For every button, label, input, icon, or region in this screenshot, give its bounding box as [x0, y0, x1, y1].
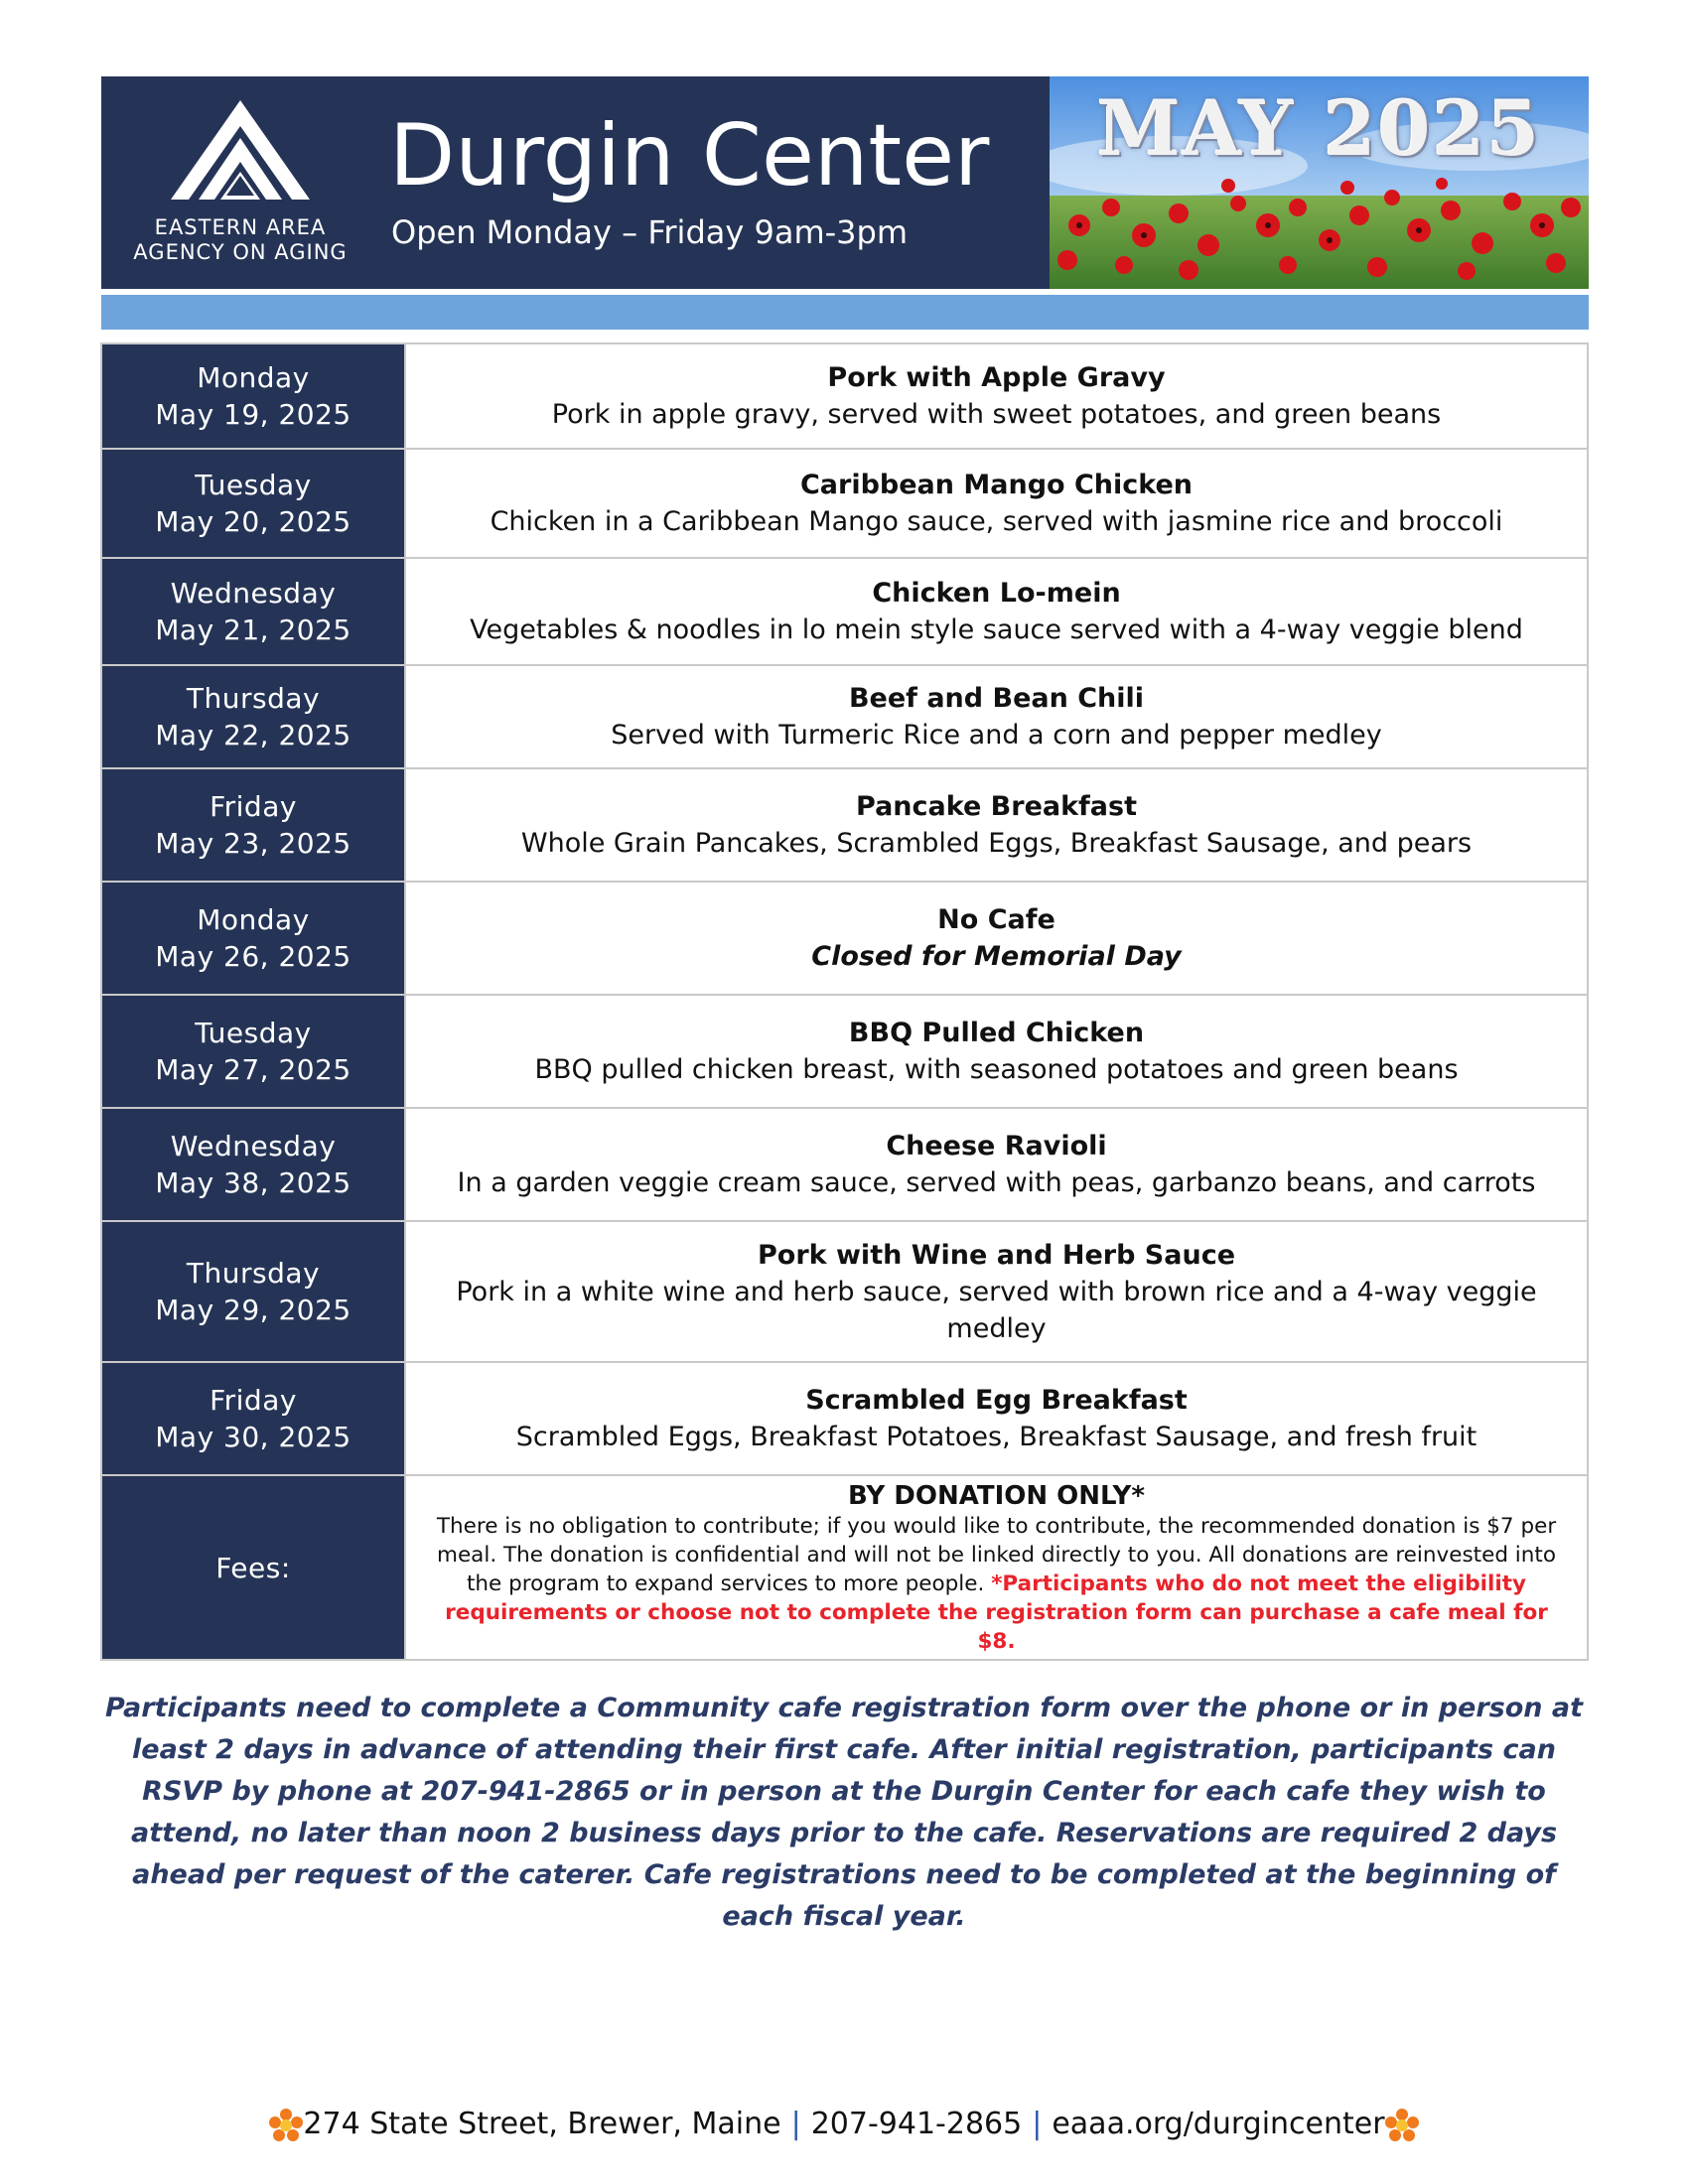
- hours: Open Monday – Friday 9am-3pm: [391, 213, 908, 251]
- meal-cell: [405, 882, 1588, 995]
- meal-name: Pork with Wine and Herb Sauce: [757, 1239, 1236, 1271]
- date-cell: [101, 768, 405, 882]
- meal-cell: [405, 995, 1588, 1108]
- menu-row: [101, 343, 1588, 449]
- meal-name: Pancake Breakfast: [856, 791, 1137, 822]
- footer-address: 274 State Street, Brewer, Maine: [303, 2107, 781, 2141]
- meal-name: Chicken Lo-mein: [872, 578, 1121, 609]
- meal-cell: [405, 1108, 1588, 1221]
- footer-phone[interactable]: 207-941-2865: [810, 2107, 1023, 2141]
- meal-name: Scrambled Egg Breakfast: [805, 1385, 1188, 1416]
- footer-website-link[interactable]: eaaa.org/durgincenter: [1052, 2107, 1385, 2141]
- flower-icon: [1385, 2109, 1419, 2142]
- menu-row: [101, 1362, 1588, 1475]
- date-cell: [101, 1362, 405, 1475]
- date-cell: [101, 882, 405, 995]
- menu-row: [101, 995, 1588, 1108]
- menu-row: [101, 1108, 1588, 1221]
- meal-description: Whole Grain Pancakes, Scrambled Eggs, Breakfast Sausage, and pears: [520, 828, 1473, 859]
- meal-cell: [405, 558, 1588, 665]
- meal-description: Pork in apple gravy, served with sweet potatoes, and green beans: [551, 399, 1442, 430]
- meal-name: Pork with Apple Gravy: [827, 362, 1166, 393]
- date-text: May 29, 2025: [155, 1294, 352, 1326]
- menu-row: [101, 1221, 1588, 1362]
- day-name: Wednesday: [170, 577, 337, 610]
- meal-cell: [405, 1362, 1588, 1475]
- menu-row: [101, 665, 1588, 768]
- meal-cell: [405, 1221, 1588, 1362]
- fees-label: Fees:: [215, 1551, 291, 1584]
- month-banner-image: [1050, 76, 1589, 289]
- fees-title: BY DONATION ONLY*: [848, 1480, 1145, 1511]
- date-cell: [101, 449, 405, 558]
- date-text: May 21, 2025: [155, 614, 352, 646]
- day-name: Monday: [197, 361, 310, 394]
- date-text: May 22, 2025: [155, 719, 352, 751]
- day-name: Monday: [197, 903, 310, 936]
- accent-bar: [101, 295, 1589, 330]
- fees-description: There is no obligation to contribute; if you would like to contribute, the recommended donation is $7 per meal. The donation is confidential and will not be linked directly to you. All donations are reinvested into the program to expand services to more people.: [436, 1513, 1557, 1596]
- meal-description: In a garden veggie cream sauce, served with peas, garbanzo beans, and carrots: [457, 1167, 1536, 1198]
- date-cell: [101, 1108, 405, 1221]
- footer: [0, 2107, 1688, 2142]
- day-name: Wednesday: [170, 1130, 337, 1162]
- footer-separator: |: [790, 2107, 801, 2141]
- day-name: Thursday: [186, 1257, 321, 1290]
- menu-row: [101, 768, 1588, 882]
- menu-row: [101, 882, 1588, 995]
- day-name: Friday: [210, 1384, 297, 1417]
- mountain-logo-icon: [171, 100, 310, 205]
- registration-notice: Participants need to complete a Community cafe registration form over the phone or in person at least 2 days in advance of attending their first cafe. After initial registration, participants can RSVP by phone at 207-941-2865 or in person at the Durgin Center for each cafe they wish to attend, no later than noon 2 business days prior to the cafe. Reservations are required 2 days ahead per request of the caterer. Cafe registrations need to be completed at the beginning of each fiscal year.: [104, 1693, 1584, 1932]
- meal-description: BBQ pulled chicken breast, with seasoned potatoes and green beans: [534, 1054, 1459, 1085]
- month-title: MAY 2025: [1096, 84, 1542, 173]
- footer-separator: |: [1032, 2107, 1043, 2141]
- fees-eligibility-note: *Participants who do not meet the eligibility requirements or choose not to complete the registration form can purchase a cafe meal for $8.: [445, 1570, 1548, 1654]
- meal-cell: [405, 768, 1588, 882]
- agency-logo: [101, 76, 379, 289]
- date-cell: [101, 343, 405, 449]
- meal-description: Chicken in a Caribbean Mango sauce, served with jasmine rice and broccoli: [490, 506, 1503, 537]
- meal-description: Pork in a white wine and herb sauce, served with brown rice and a 4-way veggie medley: [456, 1276, 1537, 1344]
- meal-description: Closed for Memorial Day: [811, 941, 1182, 972]
- fees-body: [416, 1512, 1577, 1656]
- meal-name: No Cafe: [937, 904, 1055, 935]
- date-text: May 30, 2025: [155, 1421, 352, 1453]
- date-cell: [101, 665, 405, 768]
- menu-row: [101, 558, 1588, 665]
- date-text: May 26, 2025: [155, 940, 352, 973]
- meal-description: Scrambled Eggs, Breakfast Potatoes, Breakfast Sausage, and fresh fruit: [515, 1422, 1477, 1452]
- date-cell: [101, 1221, 405, 1362]
- day-name: Friday: [210, 790, 297, 823]
- date-text: May 38, 2025: [155, 1166, 352, 1199]
- day-name: Tuesday: [195, 469, 312, 501]
- day-name: Tuesday: [195, 1017, 312, 1049]
- fees-label-cell: [101, 1475, 405, 1660]
- meal-cell: [405, 449, 1588, 558]
- meal-name: Cheese Ravioli: [886, 1131, 1107, 1161]
- meal-name: Beef and Bean Chili: [848, 683, 1145, 714]
- header-banner: [101, 76, 1589, 289]
- date-text: May 23, 2025: [155, 827, 352, 860]
- menu-table: [100, 342, 1589, 1661]
- fees-row: [101, 1475, 1588, 1660]
- date-cell: [101, 558, 405, 665]
- logo-line-1: EASTERN AREA: [154, 215, 327, 239]
- logo-line-2: AGENCY ON AGING: [133, 240, 348, 264]
- date-cell: [101, 995, 405, 1108]
- fees-cell: [405, 1475, 1588, 1660]
- meal-cell: [405, 343, 1588, 449]
- meal-description: Served with Turmeric Rice and a corn and pepper medley: [611, 720, 1382, 751]
- day-name: Thursday: [186, 682, 321, 715]
- center-name: Durgin Center: [389, 106, 990, 205]
- meal-description: Vegetables & noodles in lo mein style sauce served with a 4-way veggie blend: [470, 614, 1523, 645]
- date-text: May 19, 2025: [155, 398, 352, 431]
- meal-cell: [405, 665, 1588, 768]
- date-text: May 27, 2025: [155, 1053, 352, 1086]
- menu-row: [101, 449, 1588, 558]
- flower-icon: [269, 2109, 303, 2142]
- meal-name: Caribbean Mango Chicken: [799, 470, 1194, 500]
- date-text: May 20, 2025: [155, 505, 352, 538]
- meal-name: BBQ Pulled Chicken: [848, 1018, 1145, 1048]
